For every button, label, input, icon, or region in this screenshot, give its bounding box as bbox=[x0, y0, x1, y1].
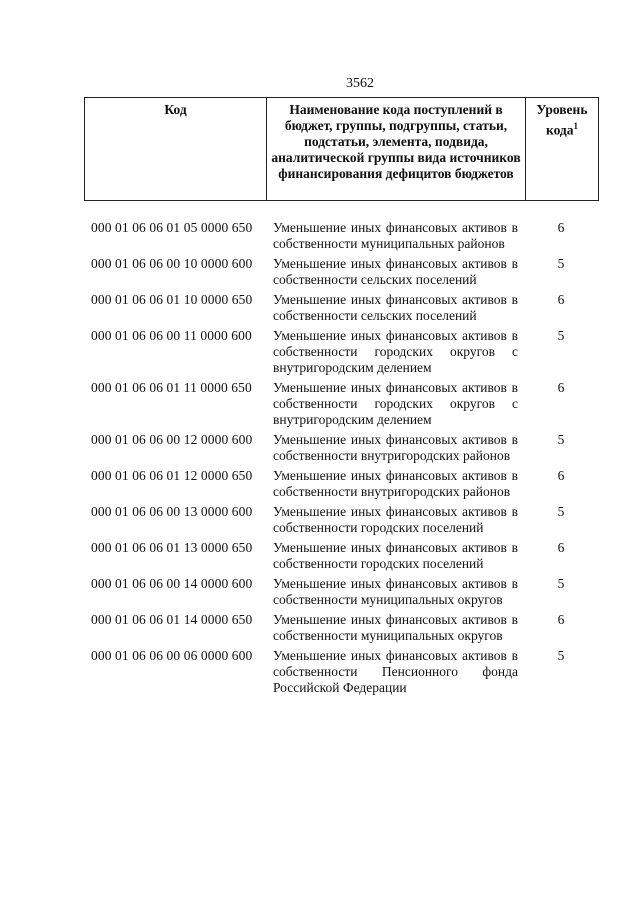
table-row bbox=[91, 468, 591, 500]
row-level: 5 bbox=[557, 648, 565, 663]
table-row bbox=[91, 432, 591, 464]
row-code: 000 01 06 06 00 14 0000 600 bbox=[91, 576, 253, 591]
row-code: 000 01 06 06 00 06 0000 600 bbox=[91, 648, 253, 663]
row-level: 5 bbox=[557, 256, 565, 271]
row-name: Уменьшение иных финансовых активов в собственности городских поселений bbox=[273, 504, 518, 535]
header-level bbox=[526, 98, 598, 200]
row-code: 000 01 06 06 00 13 0000 600 bbox=[91, 504, 253, 519]
table-row bbox=[91, 504, 591, 536]
table-row bbox=[91, 648, 591, 696]
row-level: 5 bbox=[557, 504, 565, 519]
table-row bbox=[91, 328, 591, 376]
row-level: 5 bbox=[557, 328, 565, 343]
row-code: 000 01 06 06 01 14 0000 650 bbox=[91, 612, 253, 627]
table-row bbox=[91, 380, 591, 428]
header-level-label: Уровень кода bbox=[536, 102, 588, 138]
table-header bbox=[84, 97, 599, 201]
row-code: 000 01 06 06 00 10 0000 600 bbox=[91, 256, 253, 271]
row-code: 000 01 06 06 00 11 0000 600 bbox=[91, 328, 252, 343]
row-name: Уменьшение иных финансовых активов в собственности сельских поселений bbox=[273, 292, 518, 323]
table-row bbox=[91, 576, 591, 608]
row-code: 000 01 06 06 00 12 0000 600 bbox=[91, 432, 253, 447]
row-name: Уменьшение иных финансовых активов в собственности муниципальных округов bbox=[273, 576, 518, 607]
row-name: Уменьшение иных финансовых активов в собственности Пенсионного фонда Российской Федерации bbox=[273, 648, 518, 695]
header-level-footnote: 1 bbox=[573, 121, 579, 131]
row-level: 5 bbox=[557, 432, 565, 447]
row-code: 000 01 06 06 01 13 0000 650 bbox=[91, 540, 253, 555]
table-row bbox=[91, 292, 591, 324]
page-number: 3562 bbox=[346, 76, 374, 91]
row-name: Уменьшение иных финансовых активов в собственности сельских поселений bbox=[273, 256, 518, 287]
row-level: 6 bbox=[557, 380, 565, 395]
row-level: 6 bbox=[557, 540, 565, 555]
row-name: Уменьшение иных финансовых активов в собственности муниципальных районов bbox=[273, 220, 518, 251]
header-code: Код bbox=[85, 98, 267, 200]
row-code: 000 01 06 06 01 10 0000 650 bbox=[91, 292, 253, 307]
row-name: Уменьшение иных финансовых активов в собственности муниципальных округов bbox=[273, 612, 518, 643]
row-level: 6 bbox=[557, 612, 565, 627]
row-code: 000 01 06 06 01 05 0000 650 bbox=[91, 220, 253, 235]
row-name: Уменьшение иных финансовых активов в собственности внутригородских районов bbox=[273, 432, 518, 463]
table-body bbox=[91, 220, 591, 700]
row-name: Уменьшение иных финансовых активов в собственности городских поселений bbox=[273, 540, 518, 571]
row-code: 000 01 06 06 01 12 0000 650 bbox=[91, 468, 253, 483]
row-name: Уменьшение иных финансовых активов в собственности внутригородских районов bbox=[273, 468, 518, 499]
row-level: 5 bbox=[557, 576, 565, 591]
row-name: Уменьшение иных финансовых активов в собственности городских округов с внутригородским делением bbox=[273, 328, 518, 375]
row-level: 6 bbox=[557, 468, 565, 483]
table-row bbox=[91, 540, 591, 572]
row-level: 6 bbox=[557, 220, 565, 235]
table-row bbox=[91, 256, 591, 288]
table-row bbox=[91, 612, 591, 644]
table-row bbox=[91, 220, 591, 252]
row-code: 000 01 06 06 01 11 0000 650 bbox=[91, 380, 252, 395]
header-name: Наименование кода поступлений в бюджет, группы, подгруппы, статьи, подстатьи, элемента, подвида, аналитической группы вида источников финансирования дефицитов бюджетов bbox=[267, 98, 526, 200]
row-name: Уменьшение иных финансовых активов в собственности городских округов с внутригородским делением bbox=[273, 380, 518, 427]
row-level: 6 bbox=[557, 292, 565, 307]
